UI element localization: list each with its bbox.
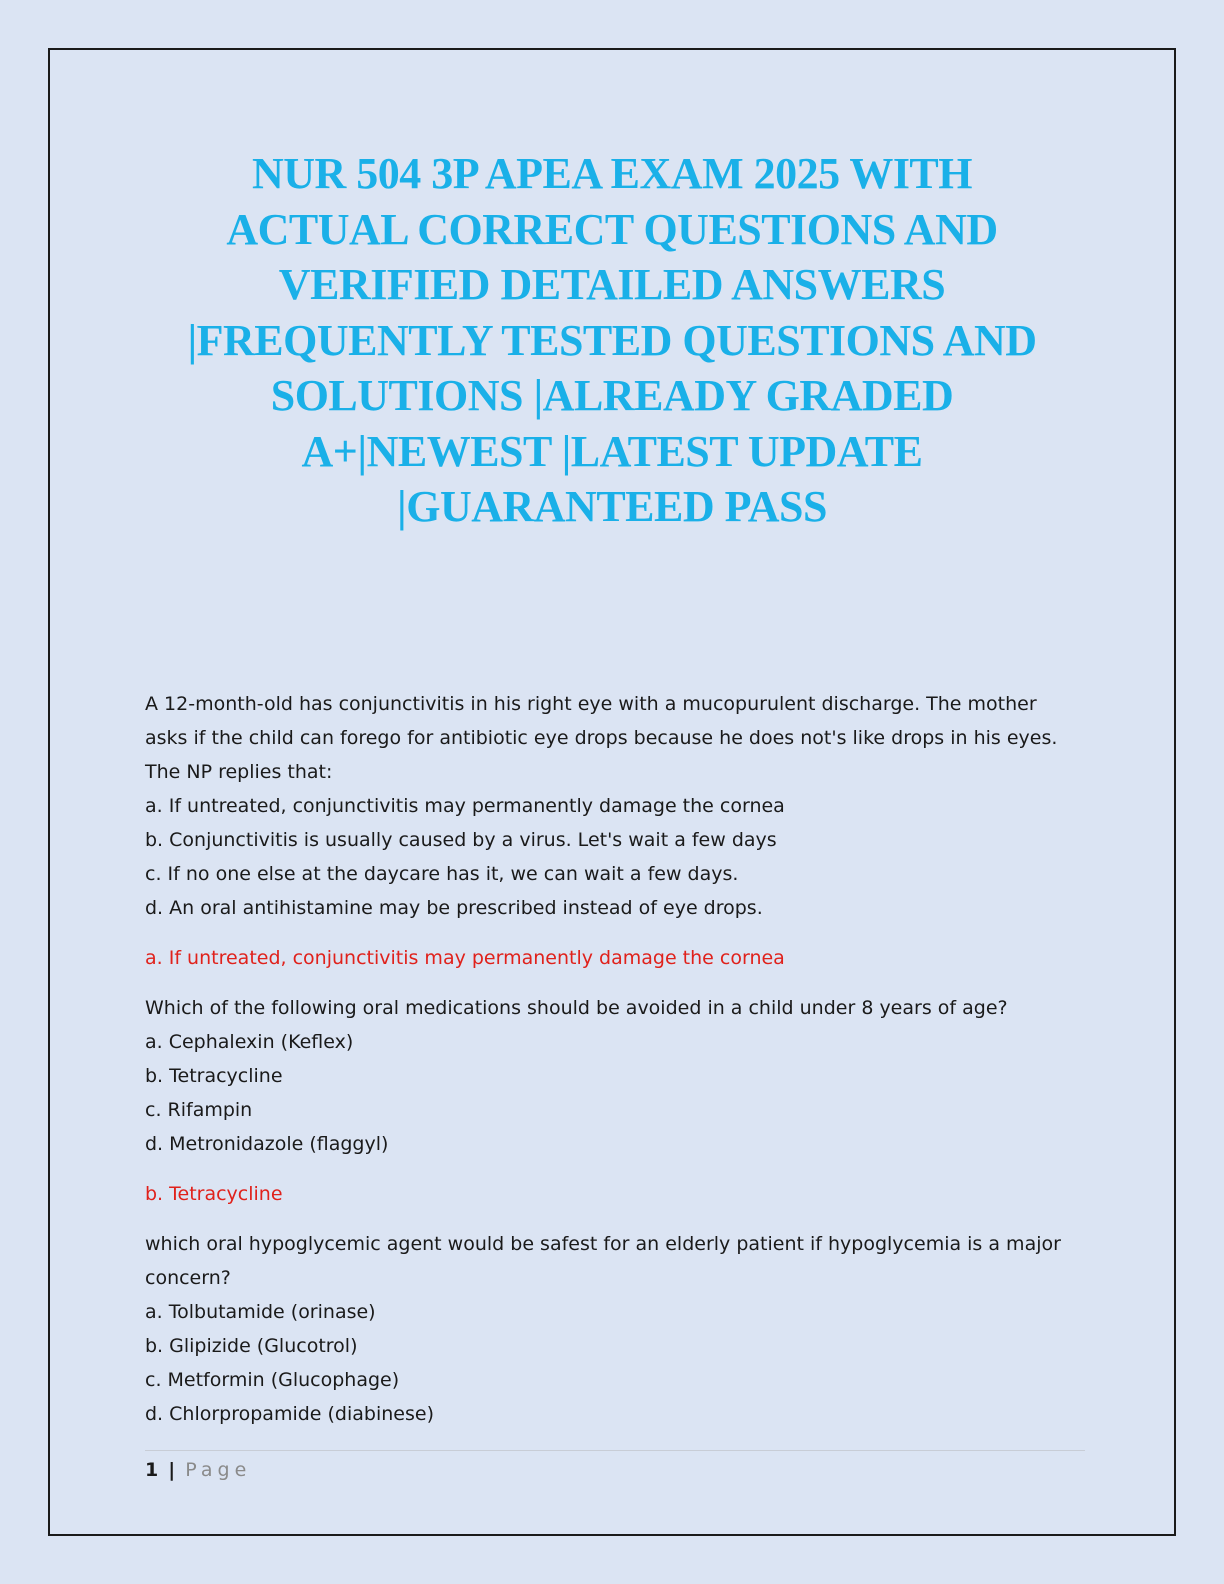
question-text: A 12-month-old has conjunctivitis in his right eye with a mucopurulent discharge. The mother: [145, 693, 1037, 715]
footer-separator: |: [168, 1459, 176, 1481]
title-line: SOLUTIONS |ALREADY GRADED: [270, 371, 954, 420]
title-line: NUR 504 3P APEA EXAM 2025 WITH: [251, 149, 973, 198]
title-line: |FREQUENTLY TESTED QUESTIONS AND: [187, 315, 1037, 365]
answer-option: a. Tolbutamide (orinase): [145, 1301, 376, 1323]
answer-option: b. Tetracycline: [145, 1065, 283, 1087]
page-number: 1: [145, 1459, 159, 1481]
answer-option: d. An oral antihistamine may be prescribed instead of eye drops.: [145, 897, 763, 919]
question-block: [145, 1227, 1085, 1431]
page-footer: [145, 1455, 251, 1485]
question-text: which oral hypoglycemic agent would be safest for an elderly patient if hypoglycemia is a major: [145, 1233, 1061, 1255]
title-line: ACTUAL CORRECT QUESTIONS AND: [226, 204, 998, 254]
question-list: [145, 687, 1085, 1431]
answer-option: a. If untreated, conjunctivitis may permanently damage the cornea: [145, 795, 785, 817]
footer-divider: [145, 1450, 1085, 1451]
question-block: [145, 991, 1085, 1211]
answer-option: b. Conjunctivitis is usually caused by a virus. Let's wait a few days: [145, 829, 777, 851]
correct-answer: a. If untreated, conjunctivitis may permanently damage the cornea: [145, 947, 785, 969]
answer-option: c. Metformin (Glucophage): [145, 1369, 400, 1391]
question-text: asks if the child can forego for antibiotic eye drops because he does not's like drops in his eyes.: [145, 727, 1058, 749]
answer-option: c. Rifampin: [145, 1099, 253, 1121]
question-block: [145, 687, 1085, 975]
answer-option: b. Glipizide (Glucotrol): [145, 1335, 358, 1357]
page-label: Page: [185, 1459, 252, 1481]
answer-option: d. Chlorpropamide (diabinese): [145, 1403, 434, 1425]
title-line: A+|NEWEST |LATEST UPDATE: [301, 426, 923, 476]
title-line: VERIFIED DETAILED ANSWERS: [278, 260, 946, 309]
question-text: Which of the following oral medications should be avoided in a child under 8 years of age?: [145, 997, 1008, 1019]
answer-option: d. Metronidazole (flaggyl): [145, 1133, 389, 1155]
correct-answer: b. Tetracycline: [145, 1183, 283, 1205]
answer-option: a. Cephalexin (Keflex): [145, 1031, 354, 1053]
question-text: The NP replies that:: [145, 761, 333, 783]
document-title: [120, 146, 1104, 535]
title-line: |GUARANTEED PASS: [397, 482, 827, 531]
question-text: concern?: [145, 1267, 231, 1289]
answer-option: c. If no one else at the daycare has it, we can wait a few days.: [145, 863, 739, 885]
